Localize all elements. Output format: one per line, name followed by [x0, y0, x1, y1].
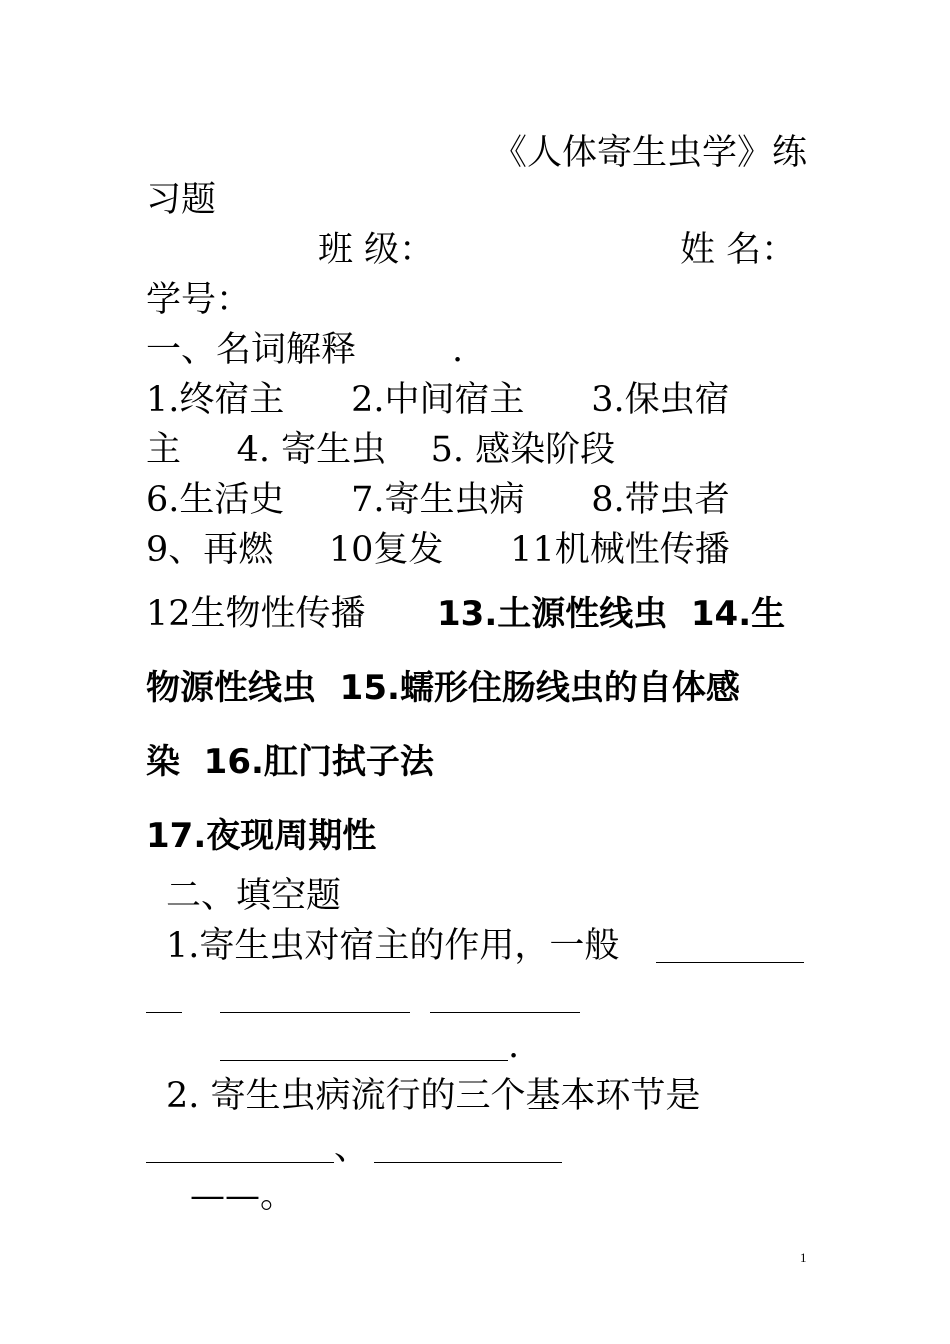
page-number: 1 [800, 1250, 807, 1265]
document-title: 《人体寄生虫学》练 [492, 133, 808, 173]
term-line-3: 6.生活史 7.寄生虫病 8.带虫者 [146, 480, 730, 520]
term-bold-line-4: 17.夜现周期性 [146, 816, 377, 856]
question-2-text: 2. 寄生虫病流行的三个基本环节是 [166, 1076, 701, 1116]
term-line-2: 主 4. 寄生虫 5. 感染阶段 [146, 430, 616, 470]
question-1-text: 1.寄生虫对宿主的作用，一般 [166, 926, 620, 966]
section1-heading-dot: . [452, 330, 464, 370]
question-1-end-period: . [508, 1026, 520, 1066]
term-line-1: 1.终宿主 2.中间宿主 3.保虫宿 [146, 380, 730, 420]
question-2-blank-1 [146, 1162, 334, 1163]
term-bold-line-1: 13.土源性线虫 14.生 [437, 594, 786, 634]
question-1-blank-1 [656, 962, 804, 963]
term-line-5: 12生物性传播 [146, 594, 366, 634]
question-1-blank-4 [220, 1060, 508, 1061]
name-label: 姓 名： [680, 230, 797, 270]
section1-heading: 一、名词解释 [146, 330, 357, 370]
question-2-separator: 、 [334, 1128, 370, 1168]
question-2-end: ——。 [190, 1176, 296, 1216]
class-label: 班 级： [318, 230, 435, 270]
question-2-blank-2 [374, 1162, 562, 1163]
term-line-4: 9、再燃 10复发 11机械性传播 [146, 530, 730, 570]
term-bold-line-2: 物源性线虫 15.蠕形住肠线虫的自体感 [146, 668, 740, 708]
question-1-blank-1-cont [146, 1012, 182, 1013]
document-title-continued: 习题 [146, 180, 217, 220]
student-id-label: 学号： [146, 280, 252, 320]
question-1-blank-2 [220, 1012, 410, 1013]
question-1-blank-3 [430, 1012, 580, 1013]
term-bold-line-3: 染 16.肛门拭子法 [146, 742, 434, 782]
section2-heading: 二、填空题 [166, 876, 342, 916]
